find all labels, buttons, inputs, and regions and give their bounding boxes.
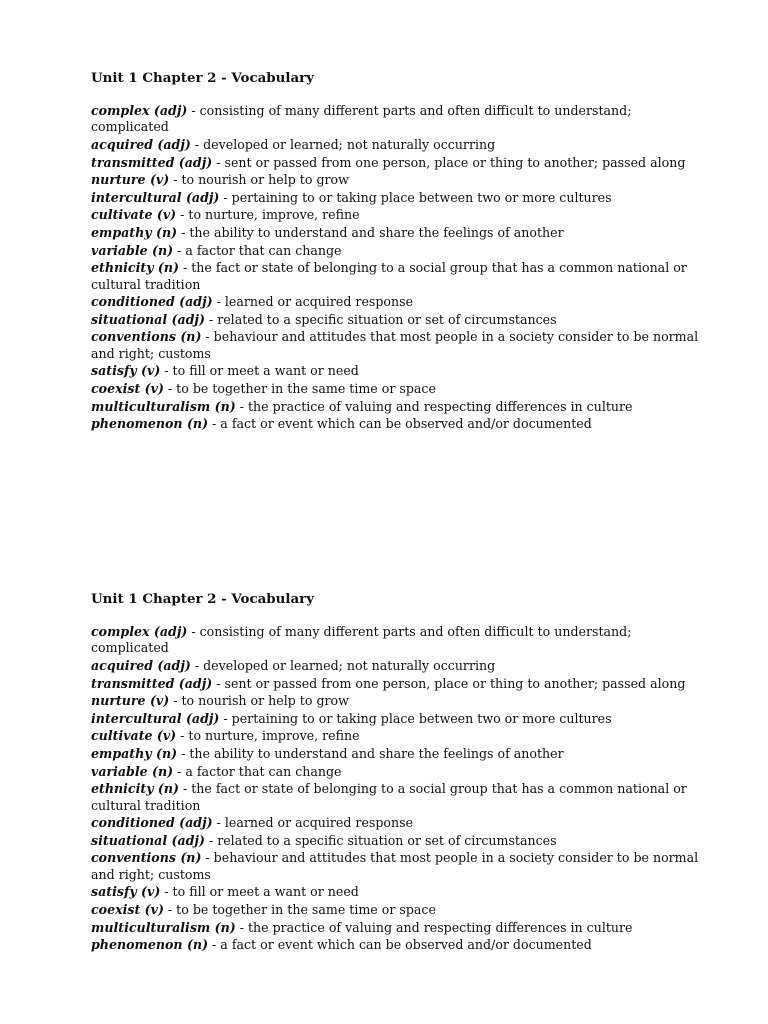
vocab-entry [91, 781, 711, 814]
vocabulary-list [91, 624, 711, 954]
vocab-term: satisfy (v) [91, 363, 161, 379]
vocab-entry [91, 225, 711, 241]
vocab-definition: - to fill or meet a want or need [160, 363, 359, 379]
vocab-term: intercultural (adj) [91, 710, 220, 726]
vocab-definition: - to fill or meet a want or need [160, 884, 359, 900]
vocab-entry [91, 920, 711, 936]
vocab-term: acquired (adj) [91, 137, 191, 152]
vocab-term: conventions (n) [91, 329, 202, 345]
vocab-entry [91, 312, 711, 328]
vocab-definition: - the fact or state of belonging to a social group that has a common national or cultural tradition [91, 781, 687, 813]
vocab-entry [91, 815, 711, 831]
vocab-entry [91, 207, 711, 223]
vocabulary-section [91, 69, 711, 434]
vocab-definition: - learned or acquired response [212, 815, 414, 831]
vocab-term: situational (adj) [91, 832, 205, 848]
vocab-term: phenomenon (n) [91, 937, 209, 953]
vocab-term: variable (n) [91, 763, 174, 779]
vocab-definition: - to nurture, improve, refine [176, 207, 360, 223]
vocab-definition: - to be together in the same time or space [163, 380, 436, 396]
vocab-entry [91, 764, 711, 780]
vocab-term: phenomenon (n) [91, 416, 209, 432]
vocab-definition: - sent or passed from one person, place or thing to another; passed along [212, 675, 686, 691]
vocab-entry [91, 172, 711, 188]
vocab-entry [91, 884, 711, 900]
vocab-definition: - a fact or event which can be observed and/or documented [208, 937, 592, 953]
vocab-term: transmitted (adj) [91, 675, 213, 691]
vocab-definition: - developed or learned; not naturally occurring [190, 658, 496, 673]
vocab-entry [91, 850, 711, 883]
vocab-definition: - learned or acquired response [212, 294, 414, 310]
vocab-entry [91, 155, 711, 171]
vocab-entry [91, 329, 711, 362]
vocab-definition: - pertaining to or taking place between two or more cultures [219, 189, 612, 205]
section-title: Unit 1 Chapter 2 - Vocabulary [91, 591, 314, 607]
vocab-term: complex (adj) [91, 103, 188, 118]
section-title: Unit 1 Chapter 2 - Vocabulary [91, 70, 314, 86]
vocab-definition: - behaviour and attitudes that most people in a society consider to be normal and right; customs [91, 850, 699, 882]
vocab-entry [91, 902, 711, 918]
vocab-entry [91, 416, 711, 432]
vocab-entry [91, 243, 711, 259]
vocab-term: nurture (v) [91, 693, 170, 709]
vocab-definition: - to nourish or help to grow [169, 172, 349, 188]
vocab-term: cultivate (v) [91, 728, 177, 744]
vocab-definition: - a factor that can change [173, 242, 342, 258]
vocab-entry [91, 399, 711, 415]
vocab-definition: - the ability to understand and share the feelings of another [177, 745, 564, 761]
vocab-definition: - a factor that can change [173, 763, 342, 779]
vocab-term: intercultural (adj) [91, 189, 220, 205]
vocab-definition: - related to a specific situation or set of circumstances [204, 311, 557, 327]
vocab-term: satisfy (v) [91, 884, 161, 900]
vocabulary-list [91, 103, 711, 433]
vocab-definition: - behaviour and attitudes that most people in a society consider to be normal and right; customs [91, 329, 699, 361]
vocab-definition: - to nourish or help to grow [169, 693, 349, 709]
vocab-term: multiculturalism (n) [91, 398, 236, 414]
vocab-definition: - related to a specific situation or set of circumstances [204, 832, 557, 848]
vocab-definition: - developed or learned; not naturally occurring [190, 137, 496, 152]
vocab-term: conditioned (adj) [91, 815, 213, 831]
vocab-entry [91, 103, 711, 136]
vocab-entry [91, 260, 711, 293]
vocab-entry [91, 746, 711, 762]
vocab-term: ethnicity (n) [91, 781, 179, 797]
vocabulary-section [91, 590, 711, 955]
vocab-definition: - a fact or event which can be observed and/or documented [208, 416, 592, 432]
vocab-term: situational (adj) [91, 311, 205, 327]
vocab-term: nurture (v) [91, 172, 170, 188]
vocab-term: transmitted (adj) [91, 154, 213, 170]
vocab-definition: - to be together in the same time or space [163, 901, 436, 917]
vocab-entry [91, 728, 711, 744]
vocab-definition: - consisting of many different parts and often difficult to understand; complicated [91, 624, 632, 656]
vocab-entry [91, 294, 711, 310]
vocab-term: acquired (adj) [91, 658, 191, 673]
vocab-term: variable (n) [91, 242, 174, 258]
vocab-term: coexist (v) [91, 901, 164, 917]
vocab-definition: - the practice of valuing and respecting differences in culture [235, 398, 633, 414]
vocab-term: coexist (v) [91, 380, 164, 396]
vocab-entry [91, 137, 711, 153]
vocab-term: conventions (n) [91, 850, 202, 866]
vocab-term: complex (adj) [91, 624, 188, 639]
vocab-entry [91, 711, 711, 727]
vocab-definition: - the practice of valuing and respecting differences in culture [235, 919, 633, 935]
vocab-entry [91, 658, 711, 674]
vocab-definition: - sent or passed from one person, place or thing to another; passed along [212, 154, 686, 170]
vocab-definition: - consisting of many different parts and often difficult to understand; complicated [91, 103, 632, 135]
vocab-term: conditioned (adj) [91, 294, 213, 310]
vocab-term: empathy (n) [91, 745, 178, 761]
vocab-entry [91, 381, 711, 397]
vocab-entry [91, 190, 711, 206]
vocab-entry [91, 676, 711, 692]
vocab-entry [91, 624, 711, 657]
vocab-definition: - the ability to understand and share the feelings of another [177, 224, 564, 240]
vocab-entry [91, 833, 711, 849]
vocab-term: ethnicity (n) [91, 260, 179, 276]
vocab-definition: - the fact or state of belonging to a social group that has a common national or cultural tradition [91, 260, 687, 292]
vocab-entry [91, 937, 711, 953]
vocab-definition: - to nurture, improve, refine [176, 728, 360, 744]
vocab-term: empathy (n) [91, 224, 178, 240]
vocab-term: multiculturalism (n) [91, 919, 236, 935]
vocab-entry [91, 693, 711, 709]
vocab-term: cultivate (v) [91, 207, 177, 223]
vocab-entry [91, 363, 711, 379]
vocab-definition: - pertaining to or taking place between two or more cultures [219, 710, 612, 726]
